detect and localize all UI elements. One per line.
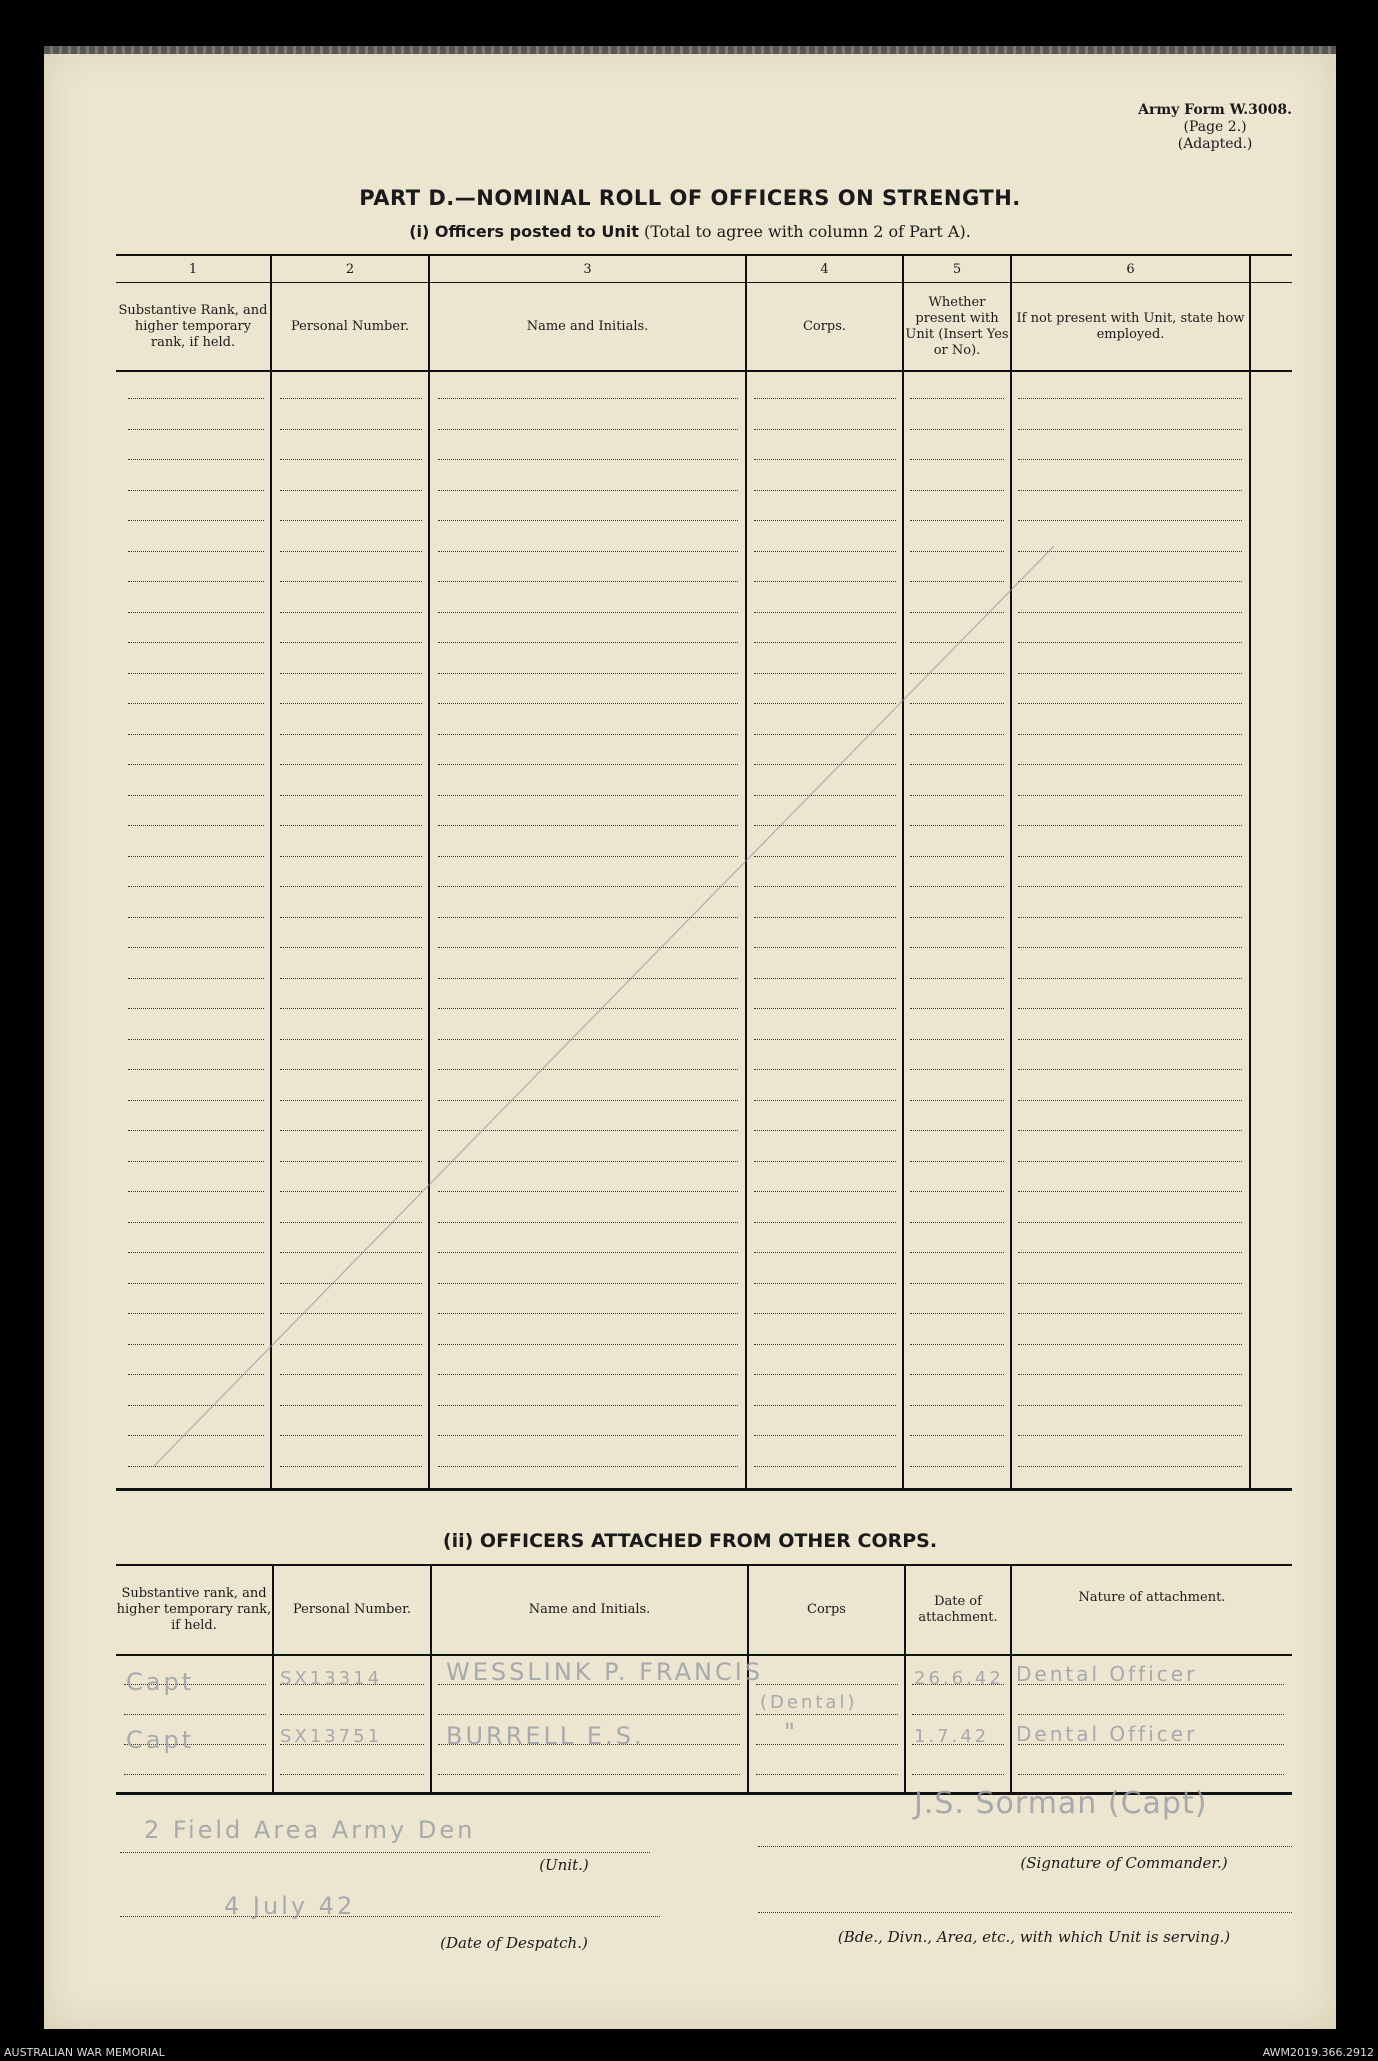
section2-title: (ii) OFFICERS ATTACHED FROM OTHER CORPS. [442, 1530, 938, 1552]
section1-subtitle-rest: (Total to agree with column 2 of Part A). [643, 222, 971, 241]
t2-row2-name: BURRELL E.S. [446, 1722, 645, 1750]
formation-label: (Bde., Divn., Area, etc., with which Unit is serving.) [837, 1928, 1231, 1946]
form-code-line3: (Adapted.) [1177, 136, 1253, 152]
form-page [44, 46, 1336, 2029]
t2-row2-number: SX13751 [280, 1726, 383, 1747]
t2-row1-rank: Capt [126, 1668, 195, 1696]
diagonal-pencil-line [44, 46, 1336, 2029]
t2-header-rank: Substantive rank, and higher temporary rank, if held. [116, 1586, 272, 1633]
col-number-4: 4 [820, 262, 829, 277]
t2-header-nature: Nature of attachment. [1078, 1590, 1226, 1605]
col-header-employment: If not present with Unit, state how employed. [1016, 311, 1245, 342]
t2-row2-corps: " [784, 1718, 799, 1746]
col-header-rank: Substantive Rank, and higher temporary rank, if held. [118, 303, 268, 350]
archive-footer-left: AUSTRALIAN WAR MEMORIAL [4, 2046, 165, 2059]
t2-row2-date: 1.7.42 [914, 1726, 990, 1747]
signature-label: (Signature of Commander.) [1020, 1854, 1228, 1872]
unit-label: (Unit.) [539, 1856, 589, 1874]
archive-footer-right: AWM2019.366.2912 [1262, 2046, 1374, 2059]
col-number-1: 1 [188, 262, 198, 277]
col-header-corps: Corps. [802, 319, 847, 334]
despatch-value: 4 July 42 [224, 1892, 356, 1920]
form-code-line1: Army Form W.3008. [1138, 102, 1292, 118]
col-header-name: Name and Initials. [526, 319, 649, 334]
t2-row1-nature: Dental Officer [1016, 1662, 1198, 1686]
col-number-2: 2 [345, 262, 355, 277]
t2-row1-corps: (Dental) [760, 1692, 858, 1713]
signature-value: J.S. Sorman (Capt) [914, 1786, 1208, 1821]
t2-header-name: Name and Initials. [528, 1602, 651, 1617]
form-code-line2: (Page 2.) [1183, 119, 1247, 135]
page-title: PART D.—NOMINAL ROLL OF OFFICERS ON STRENGTH. [359, 186, 1021, 210]
section1-subtitle-bold: (i) Officers posted to Unit [409, 222, 639, 241]
col-header-personal-number: Personal Number. [291, 319, 409, 334]
col-number-3: 3 [583, 262, 592, 277]
t2-row1-date: 26.6.42 [914, 1668, 1004, 1689]
col-header-present: Whether present with Unit (Insert Yes or No). [905, 295, 1009, 358]
t2-row1-number: SX13314 [280, 1668, 383, 1689]
t2-row2-nature: Dental Officer [1016, 1722, 1198, 1746]
despatch-label: (Date of Despatch.) [440, 1934, 588, 1952]
t2-row2-rank: Capt [126, 1726, 195, 1754]
t2-header-personal-number: Personal Number. [293, 1602, 411, 1617]
t2-row1-name: WESSLINK P. FRANCIS [446, 1658, 764, 1686]
col-number-6: 6 [1126, 262, 1135, 277]
unit-value: 2 Field Area Army Den [144, 1816, 476, 1844]
t2-header-date: Date of attachment. [918, 1594, 998, 1625]
col-number-5: 5 [952, 262, 962, 277]
t2-header-corps: Corps [807, 1602, 846, 1617]
